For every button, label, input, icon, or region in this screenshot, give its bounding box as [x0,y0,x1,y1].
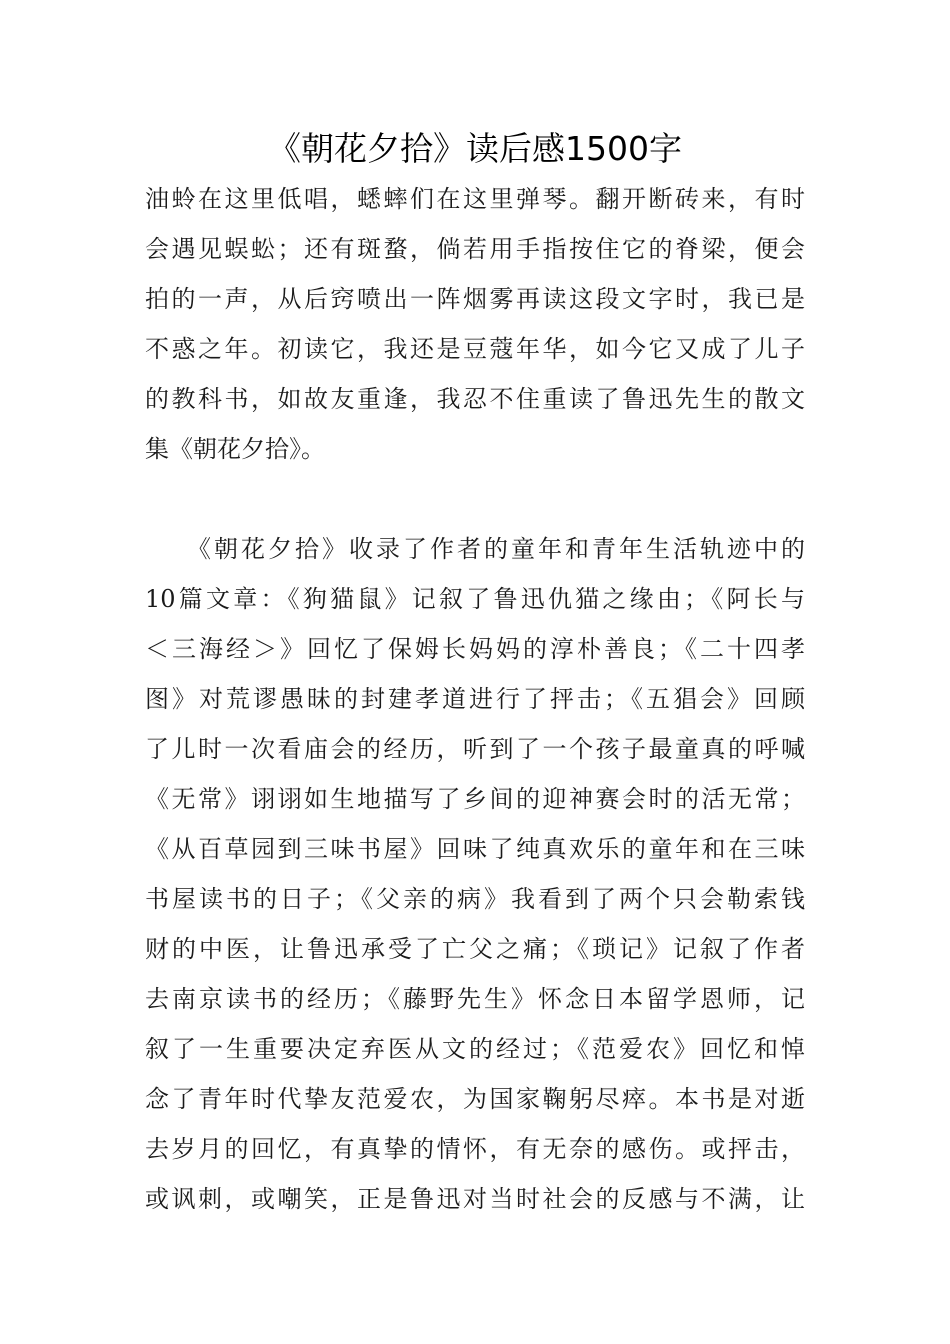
text-line: 拍的一声，从后窍喷出一阵烟雾再读这段文字时，我已是 [145,285,805,313]
text-line: 叙了一生重要决定弃医从文的经过；《范爱农》回忆和悼 [145,1035,805,1063]
text-line: 念了青年时代挚友范爱农，为国家鞠躬尽瘁。本书是对逝 [145,1085,805,1113]
text-line: 油蛉在这里低唱，蟋蟀们在这里弹琴。翻开断砖来，有时 [145,185,805,213]
document-title: 《朝花夕拾》读后感1500字 [268,129,682,168]
text-line: 10篇文章：《狗猫鼠》记叙了鲁迅仇猫之缘由；《阿长与 [145,585,805,613]
text-line: 的教科书，如故友重逢，我忍不住重读了鲁迅先生的散文 [145,385,805,413]
text-line: 《从百草园到三味书屋》回味了纯真欢乐的童年和在三味 [145,835,805,863]
text-line: 或讽刺，或嘲笑，正是鲁迅对当时社会的反感与不满，让 [145,1185,805,1213]
text-line: 《无常》诩诩如生地描写了乡间的迎神赛会时的活无常； [145,785,805,813]
text-line: 去岁月的回忆，有真挚的情怀，有无奈的感伤。或抨击， [145,1135,805,1163]
text-line: 图》对荒谬愚昧的封建孝道进行了抨击；《五猖会》回顾 [145,685,805,713]
text-line: 财的中医，让鲁迅承受了亡父之痛；《琐记》记叙了作者 [145,935,805,963]
text-line: 《朝花夕拾》收录了作者的童年和青年生活轨迹中的 [145,535,805,563]
text-line: 书屋读书的日子；《父亲的病》我看到了两个只会勒索钱 [145,885,805,913]
text-line: ＜三海经＞》回忆了保姆长妈妈的淳朴善良；《二十四孝 [145,635,805,663]
text-line: 不惑之年。初读它，我还是豆蔻年华，如今它又成了儿子 [145,335,805,363]
text-line: 去南京读书的经历；《藤野先生》怀念日本留学恩师，记 [145,985,805,1013]
text-line: 了儿时一次看庙会的经历，听到了一个孩子最童真的呼喊 [145,735,805,763]
text-line: 集《朝花夕拾》。 [145,435,325,463]
text-line: 会遇见蜈蚣；还有斑蝥，倘若用手指按住它的脊梁，便会 [145,235,805,263]
